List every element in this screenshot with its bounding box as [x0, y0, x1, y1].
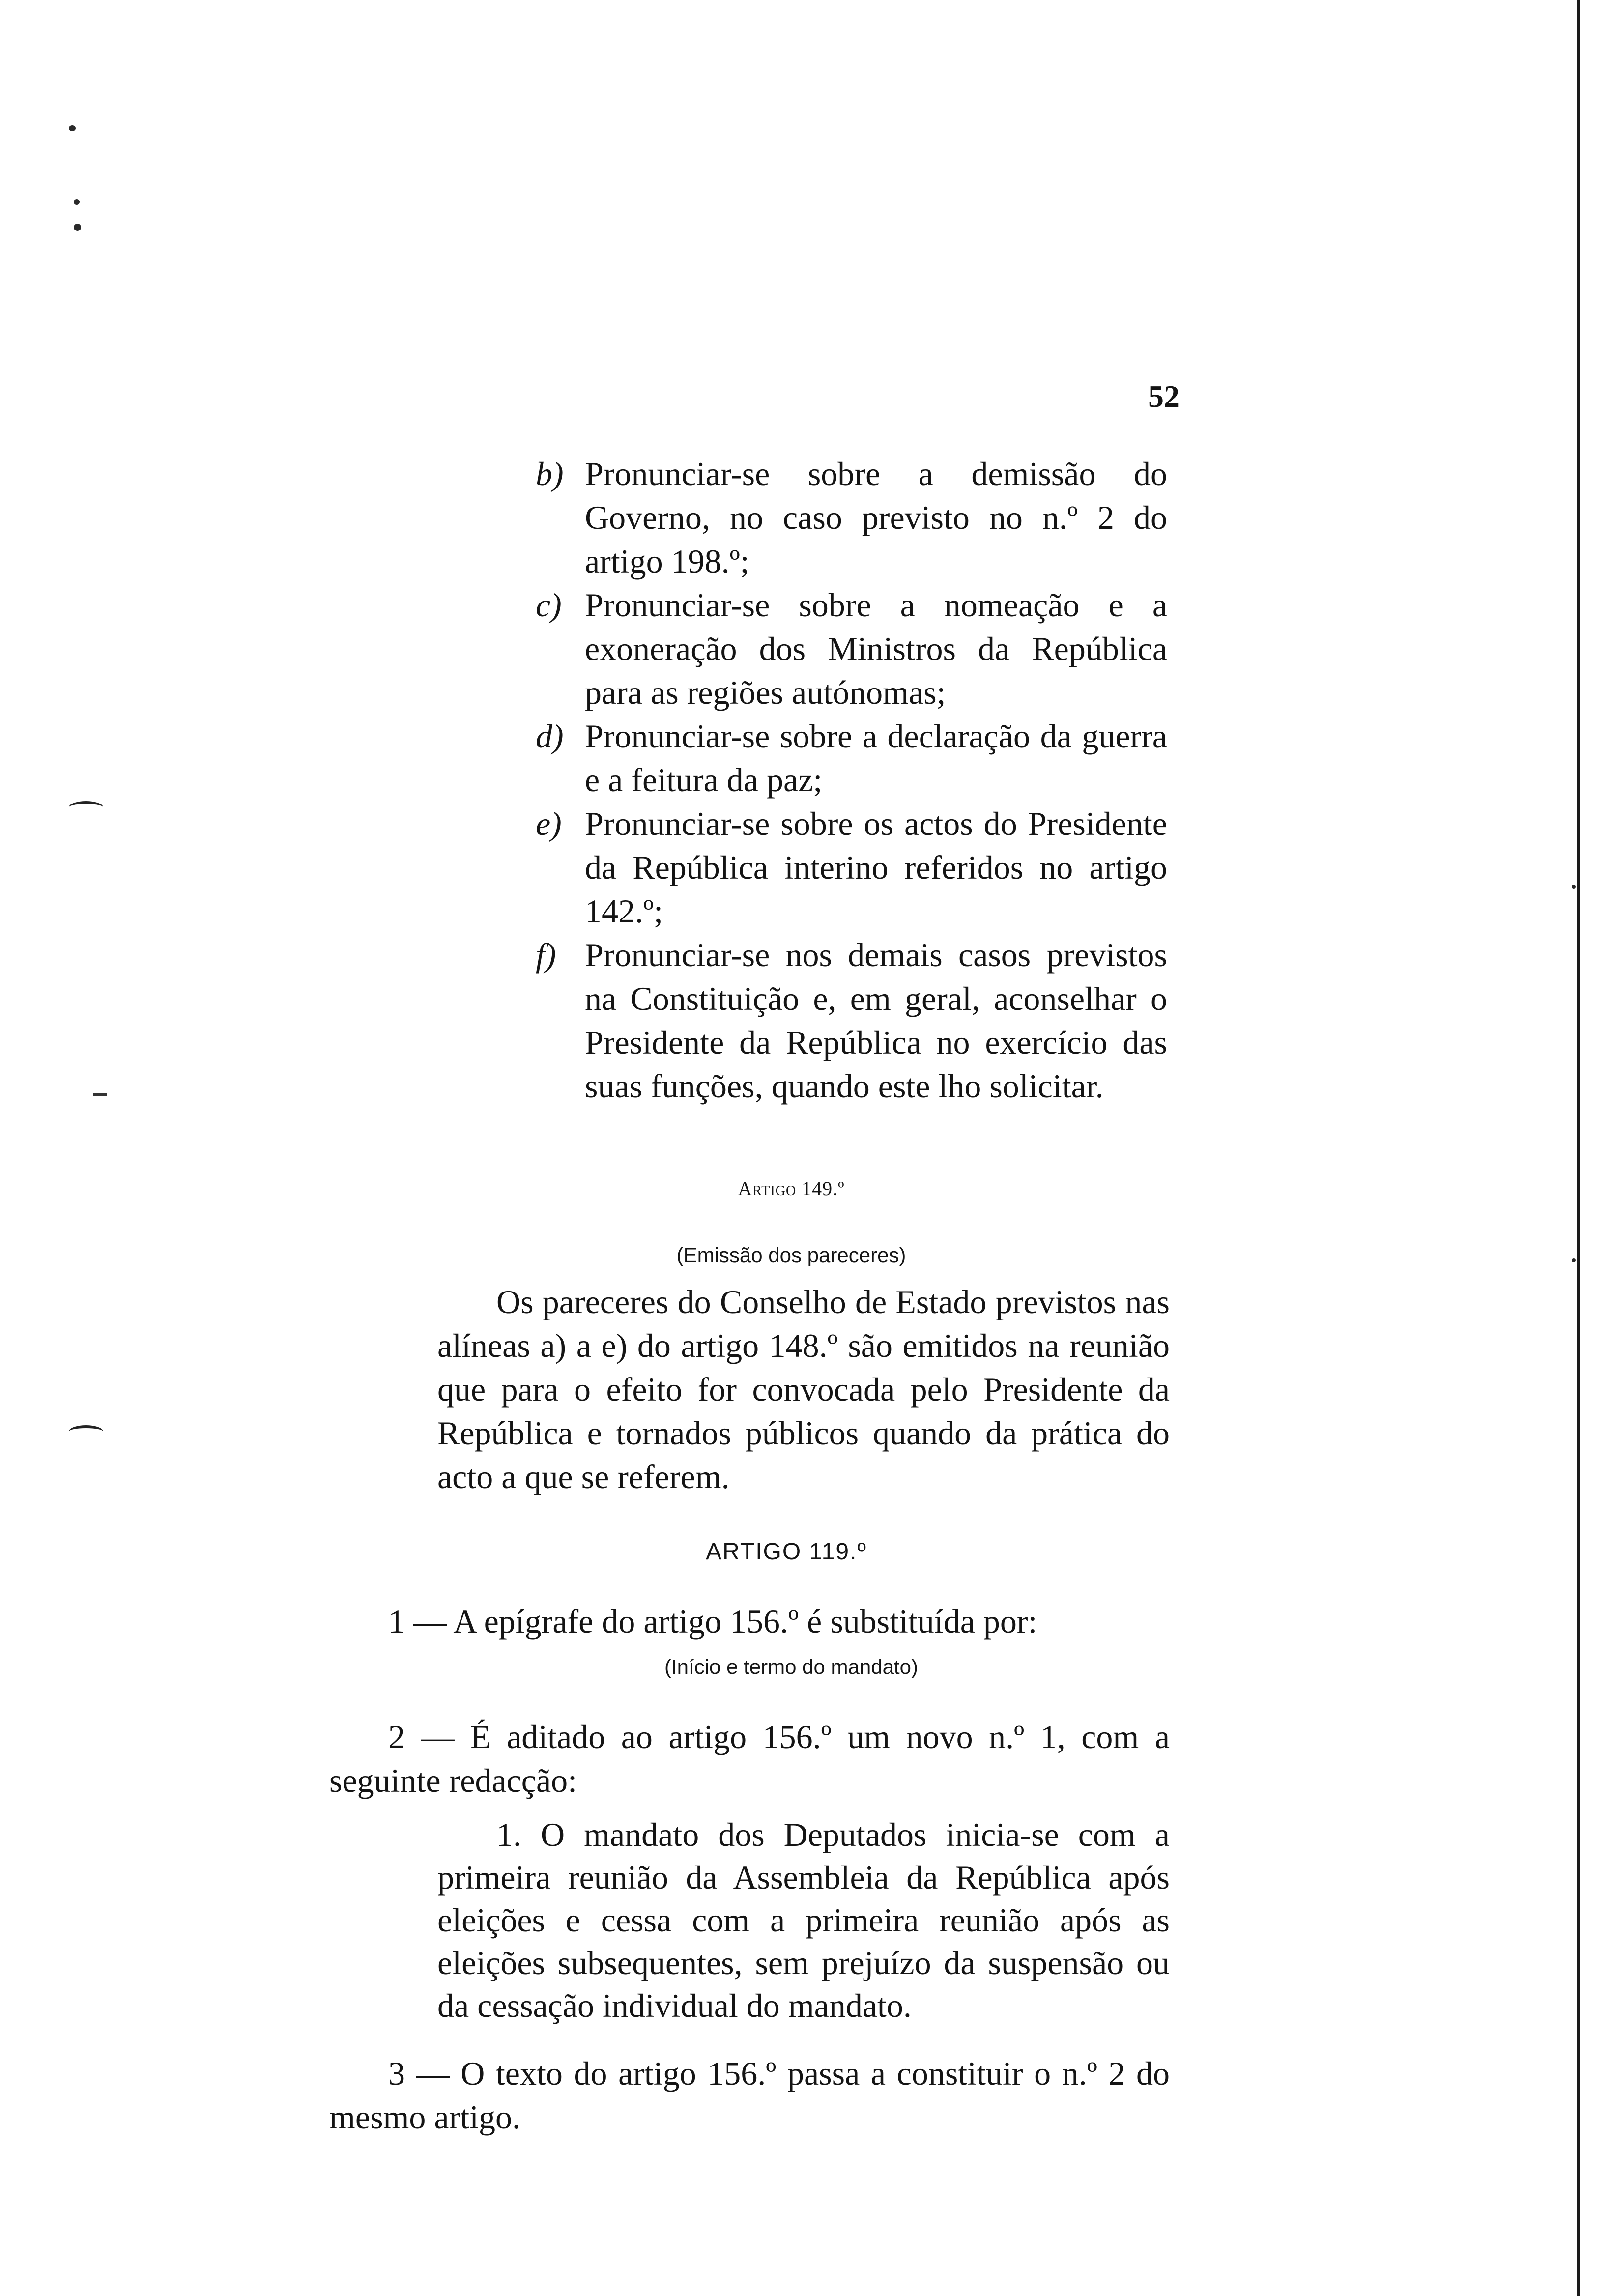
- item-text: Pronunciar-se sobre a nomeação e a exoneração dos Ministros da República para as regiões autónomas;: [585, 586, 1167, 711]
- article-148-item-list: [536, 452, 1167, 1108]
- scan-mark: [74, 224, 81, 231]
- article-119-paragraph-2: 2 — É aditado ao artigo 156.º um novo n.º 1, com a seguinte redacção:: [329, 1718, 1170, 1799]
- item-text: Pronunciar-se sobre os actos do Presidente da República interino referidos no artigo 142.º;: [585, 805, 1167, 930]
- item-letter: f): [536, 936, 556, 974]
- item-letter: d): [536, 718, 564, 755]
- article-119-epigraph: (Início e termo do mandato): [664, 1655, 918, 1678]
- list-item: [536, 583, 1167, 715]
- item-text: Pronunciar-se nos demais casos previstos na Constituição e, em geral, aconselhar o Presidente da República no exercício das suas funções, quando este lho solicitar.: [585, 936, 1167, 1105]
- scan-mark: [1572, 885, 1576, 889]
- scan-mark: [69, 801, 103, 814]
- item-text: Pronunciar-se sobre a declaração da guerra e a feitura da paz;: [585, 718, 1167, 799]
- scan-mark: [1572, 1258, 1576, 1262]
- list-item: [536, 715, 1167, 802]
- scan-mark: [69, 1425, 103, 1438]
- item-letter: e): [536, 805, 562, 842]
- article-119-paragraph-3: 3 — O texto do artigo 156.º passa a constituir o n.º 2 do mesmo artigo.: [329, 2055, 1170, 2136]
- article-149-subtitle: (Emissão dos pareceres): [676, 1243, 906, 1266]
- item-text: Pronunciar-se sobre a demissão do Governo, no caso previsto no n.º 2 do artigo 198.º;: [585, 455, 1167, 580]
- page-number: 52: [1148, 379, 1180, 414]
- article-119-heading: ARTIGO 119.º: [706, 1539, 867, 1565]
- scan-mark: [93, 1093, 107, 1096]
- item-letter: b): [536, 455, 564, 492]
- article-156-new-number-1: 1. O mandato dos Deputados inicia-se com a primeira reunião da Assembleia da República após eleições e cessa com a primeira reunião após as eleições subsequentes, sem prejuízo da suspensão ou da cessação individual do mandato.: [437, 1816, 1170, 2024]
- page-edge-line: [1577, 0, 1580, 2296]
- article-119-paragraph-1: 1 — A epígrafe do artigo 156.º é substituída por:: [388, 1603, 1037, 1640]
- scan-mark: [69, 125, 76, 131]
- article-149-heading: Artigo 149.º: [738, 1177, 845, 1200]
- article-149-body: Os pareceres do Conselho de Estado previstos nas alíneas a) a e) do artigo 148.º são emitidos na reunião que para o efeito for convocada pelo Presidente da República e tornados públicos quando da prática do acto a que se referem.: [437, 1283, 1170, 1495]
- list-item: [536, 802, 1167, 933]
- scan-mark: [74, 199, 80, 205]
- item-letter: c): [536, 586, 562, 624]
- list-item: [536, 933, 1167, 1108]
- list-item: [536, 452, 1167, 583]
